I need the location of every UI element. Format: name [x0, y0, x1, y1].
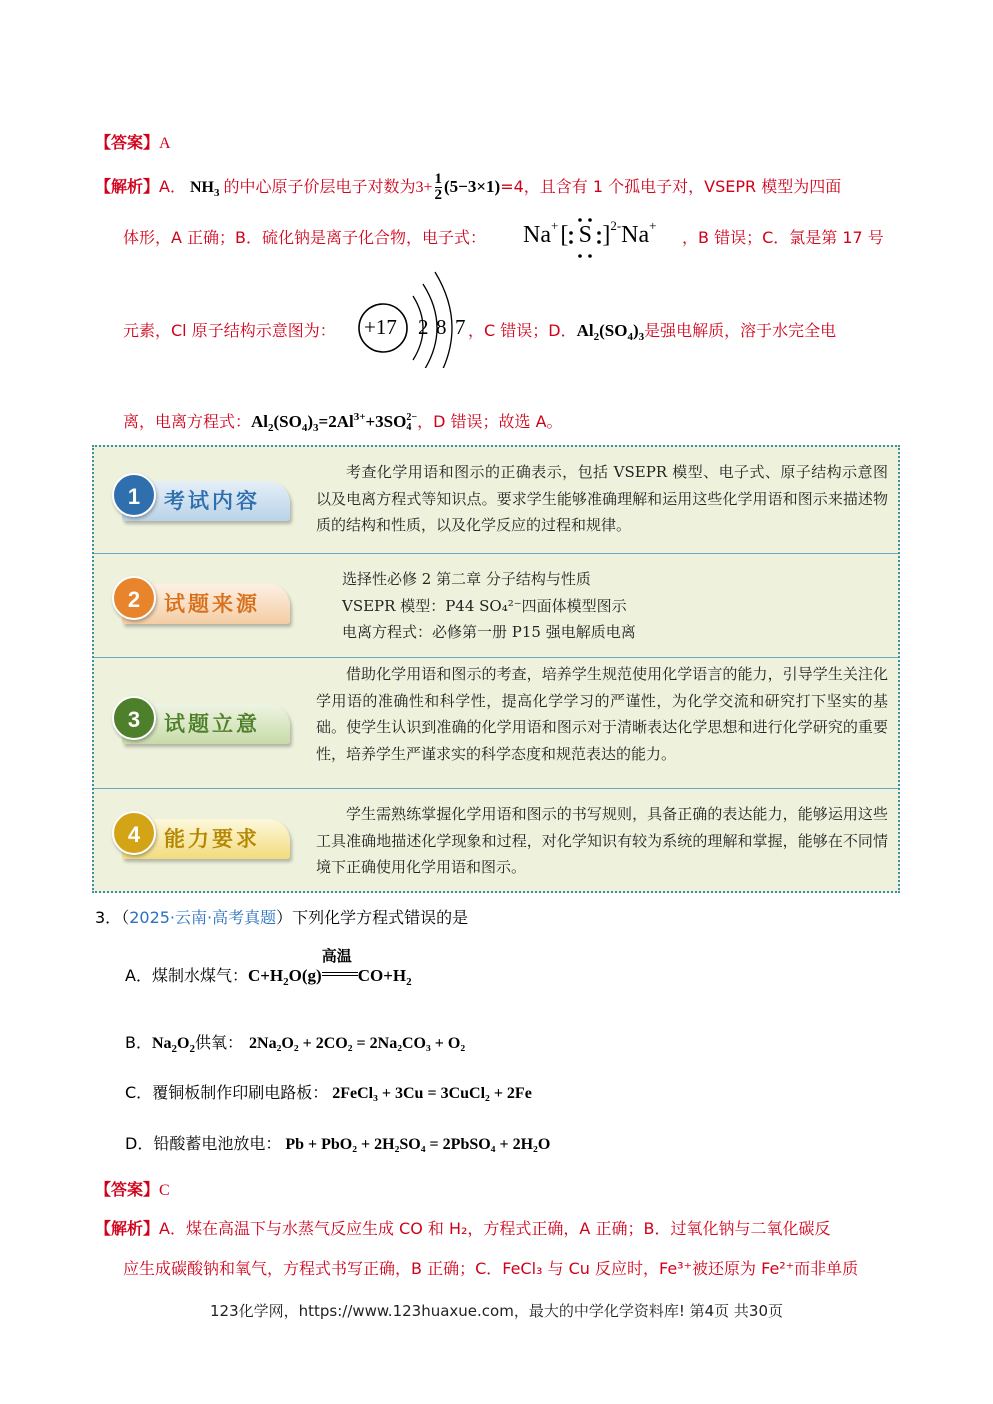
- answer-tag: 【答案】: [95, 133, 160, 152]
- option-b-equation: 2Na₂O₂ + 2CO₂ = 2Na₂CO₃ + O₂: [249, 1035, 466, 1052]
- electron-shell-2: 8: [436, 315, 447, 339]
- analysis-tag: 【解析】: [95, 177, 160, 196]
- analysis-line-3b: ，C 错误；D．$Al_2(SO_4)_3$是强电解质，溶于水完全电: [468, 321, 837, 343]
- info-row-question-source: [94, 554, 898, 656]
- lone-pair-dots-icon: [568, 216, 602, 260]
- row-text: 学生需熟练掌握化学用语和图示的书写规则，具备正确的表达能力，能够运用这些工具准确地描述化学现象和过程，对化学知识有较为系统的理解和掌握，能够在不同情境下正确使用化学用语和图示。: [316, 805, 888, 876]
- label-badge: 3 试题立意: [112, 696, 292, 750]
- page-footer: 123化学网，https://www.123huaxue.com，最大的中学化学资料库! 第4页 共30页: [209, 1302, 784, 1320]
- label-badge: 1 考试内容: [112, 473, 292, 527]
- nh3-formula: $NH_3$: [189, 179, 220, 199]
- question-3-stem: 3．（2025·云南·高考真题）下列化学方程式错误的是: [95, 908, 469, 927]
- q3-answer-line: 【答案】C: [95, 1180, 170, 1199]
- option-d: D．铅酸蓄电池放电： Pb + PbO₂ + 2H₂SO₄ = 2PbSO₄ + 2H₂O: [125, 1134, 551, 1153]
- option-a-equation: $C+H_2O(g)$ 高温 $CO+H_2$: [247, 949, 412, 988]
- row-text: 借助化学用语和图示的考查，培养学生规范使用化学语言的能力，引导学生关注化学用语的准确性和科学性，提高化学学习的严谨性，为化学交流和研究打下坚实的基础。使学生认识到准确的化学用语和图示对于清晰表达化学思想和进行化学研究的重要性，培养学生严谨求实的科学态度和规范表达的能力。: [316, 665, 888, 763]
- info-row-question-intent: [94, 658, 898, 788]
- analysis-line-2b: ，B 错误；C．氯是第 17 号: [682, 228, 884, 247]
- info-row-exam-content: [94, 447, 898, 553]
- q3-analysis-line-1: 【解析】A．煤在高温下与水蒸气反应生成 CO 和 H₂，方程式正确，A 正确；B．过氧化钠与二氧化碳反: [95, 1219, 831, 1238]
- option-a: A．煤制水煤气：$C+H_2O(g)$ 高温 $CO+H_2$: [125, 949, 412, 988]
- option-c: C．覆铜板制作印刷电路板： 2FeCl₃ + 3Cu = 3CuCl₂ + 2Fe: [125, 1083, 532, 1102]
- analysis-line-3: 元素，Cl 原子结构示意图为：: [123, 321, 336, 340]
- label-badge: 2 试题来源: [112, 576, 292, 630]
- q3-analysis-line-2: 应生成碳酸钠和氧气，方程式书写正确，B 正确；C．FeCl₃ 与 Cu 反应时，Fe³⁺被还原为 Fe²⁺而非单质: [123, 1259, 859, 1278]
- row-text: 选择性必修 2 第二章 分子结构与性质 VSEPR 模型：P44 SO₄²⁻四面体模型图示 电离方程式：必修第一册 P15 强电解质电离: [342, 570, 636, 641]
- al2so43-formula: $Al_2(SO_4)_3$: [576, 321, 645, 343]
- fraction: $\frac{1}{2}$: [434, 171, 443, 203]
- answer-value: A: [159, 135, 171, 152]
- option-c-equation: 2FeCl₃ + 3Cu = 3CuCl₂ + 2Fe: [332, 1085, 532, 1102]
- analysis-line-2: 体形，A 正确；B．硫化钠是离子化合物，电子式：: [123, 228, 487, 247]
- question-source: 2025·云南·高考真题: [129, 908, 277, 927]
- analysis-info-box: [92, 445, 900, 893]
- reaction-condition: 高温: [322, 963, 358, 976]
- sulfur-with-dots: S: [568, 222, 602, 249]
- q3-answer-value: C: [159, 1182, 170, 1199]
- option-b: B．$Na_2O_2$供氧： 2Na₂O₂ + 2CO₂ = 2Na₂CO₃ + O₂: [125, 1033, 466, 1055]
- info-row-ability-requirement: [94, 789, 898, 893]
- answer-line: [95, 130, 171, 153]
- na2s-electron-formula: Na+[ S ]$^{2-}$Na+: [523, 218, 657, 258]
- analysis-line-1: 【解析】A． $NH_3$ 的中心原子价层电子对数为3+ $\frac{1}{2}$ (5−3×1)=4，且含有 1 个孤电子对，VSEPR 模型为四面: [95, 171, 842, 203]
- analysis-line-4: 离，电离方程式：$Al_2(SO_4)_3=2Al^{3+}+3SO$ 2− 4 ，D 错误；故选 A。: [123, 411, 563, 434]
- ionization-equation: $Al_2(SO_4)_3=2Al^{3+}+3SO$ 2− 4: [251, 411, 418, 434]
- label-badge: 4 能力要求: [112, 811, 292, 865]
- row-text: 考查化学用语和图示的正确表示，包括 VSEPR 模型、电子式、原子结构示意图以及电离方程式等知识点。要求学生能够准确理解和运用这些化学用语和图示来描述物质的结构和性质，以及化学反应的过程和规律。: [316, 463, 888, 534]
- nucleus-label: +17: [364, 315, 397, 339]
- option-d-equation: Pb + PbO₂ + 2H₂SO₄ = 2PbSO₄ + 2H₂O: [285, 1136, 551, 1153]
- electron-shell-1: 2: [418, 315, 429, 339]
- electron-shell-3: 7: [455, 315, 466, 339]
